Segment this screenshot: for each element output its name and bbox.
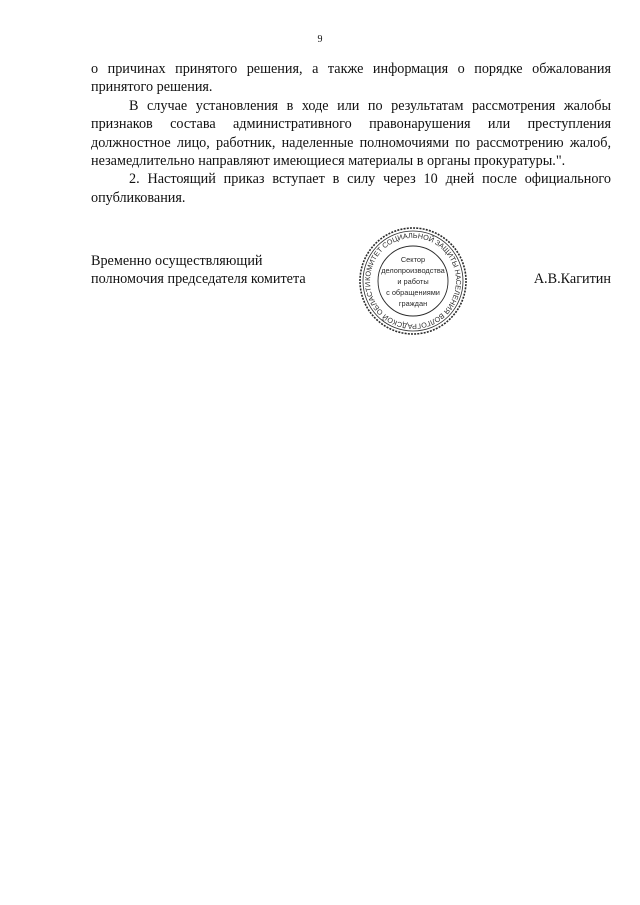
stamp-center-line4: с обращениями (386, 288, 440, 297)
paragraph-effective-date: 2. Настоящий приказ вступает в силу через 10 дней после официального опубликования. (91, 171, 611, 206)
paragraph-complaint-violation: В случае установления в ходе или по результатам рассмотрения жалобы признаков состава административного правонарушения или преступления должностное лицо, работник, наделенные полномочиями по рассмотрению жалоб, незамедлительно направляют имеющиеся материалы в органы прокуратуры.". (91, 97, 611, 170)
stamp-center-line5: граждан (398, 299, 428, 308)
page-number: 9 (317, 34, 323, 45)
signatory-position (91, 252, 351, 289)
stamp-center-line3: и работы (397, 277, 429, 286)
stamp-seal-graphic (357, 225, 469, 337)
signatory-name: А.В.Кагитин (533, 271, 611, 287)
stamp-center-line2: делопроизводства (381, 266, 445, 275)
stamp-center-text (381, 255, 445, 308)
signature-block (91, 230, 611, 352)
signatory-position-line2: полномочия председателя комитета (91, 271, 306, 288)
signatory-position-line1: Временно осуществляющий (91, 253, 263, 269)
official-stamp (357, 225, 469, 337)
paragraph-continuation: о причинах принятого решения, а также информация о порядке обжалования принятого решения. (91, 61, 611, 96)
stamp-ring-textpath: КОМИТЕТ СОЦИАЛЬНОЙ ЗАЩИТЫ НАСЕЛЕНИЯ ВОЛГОГРАДСКОЙ ОБЛАСТИ (362, 230, 464, 332)
document-body (91, 60, 611, 207)
stamp-center-line1: Сектор (400, 255, 426, 264)
